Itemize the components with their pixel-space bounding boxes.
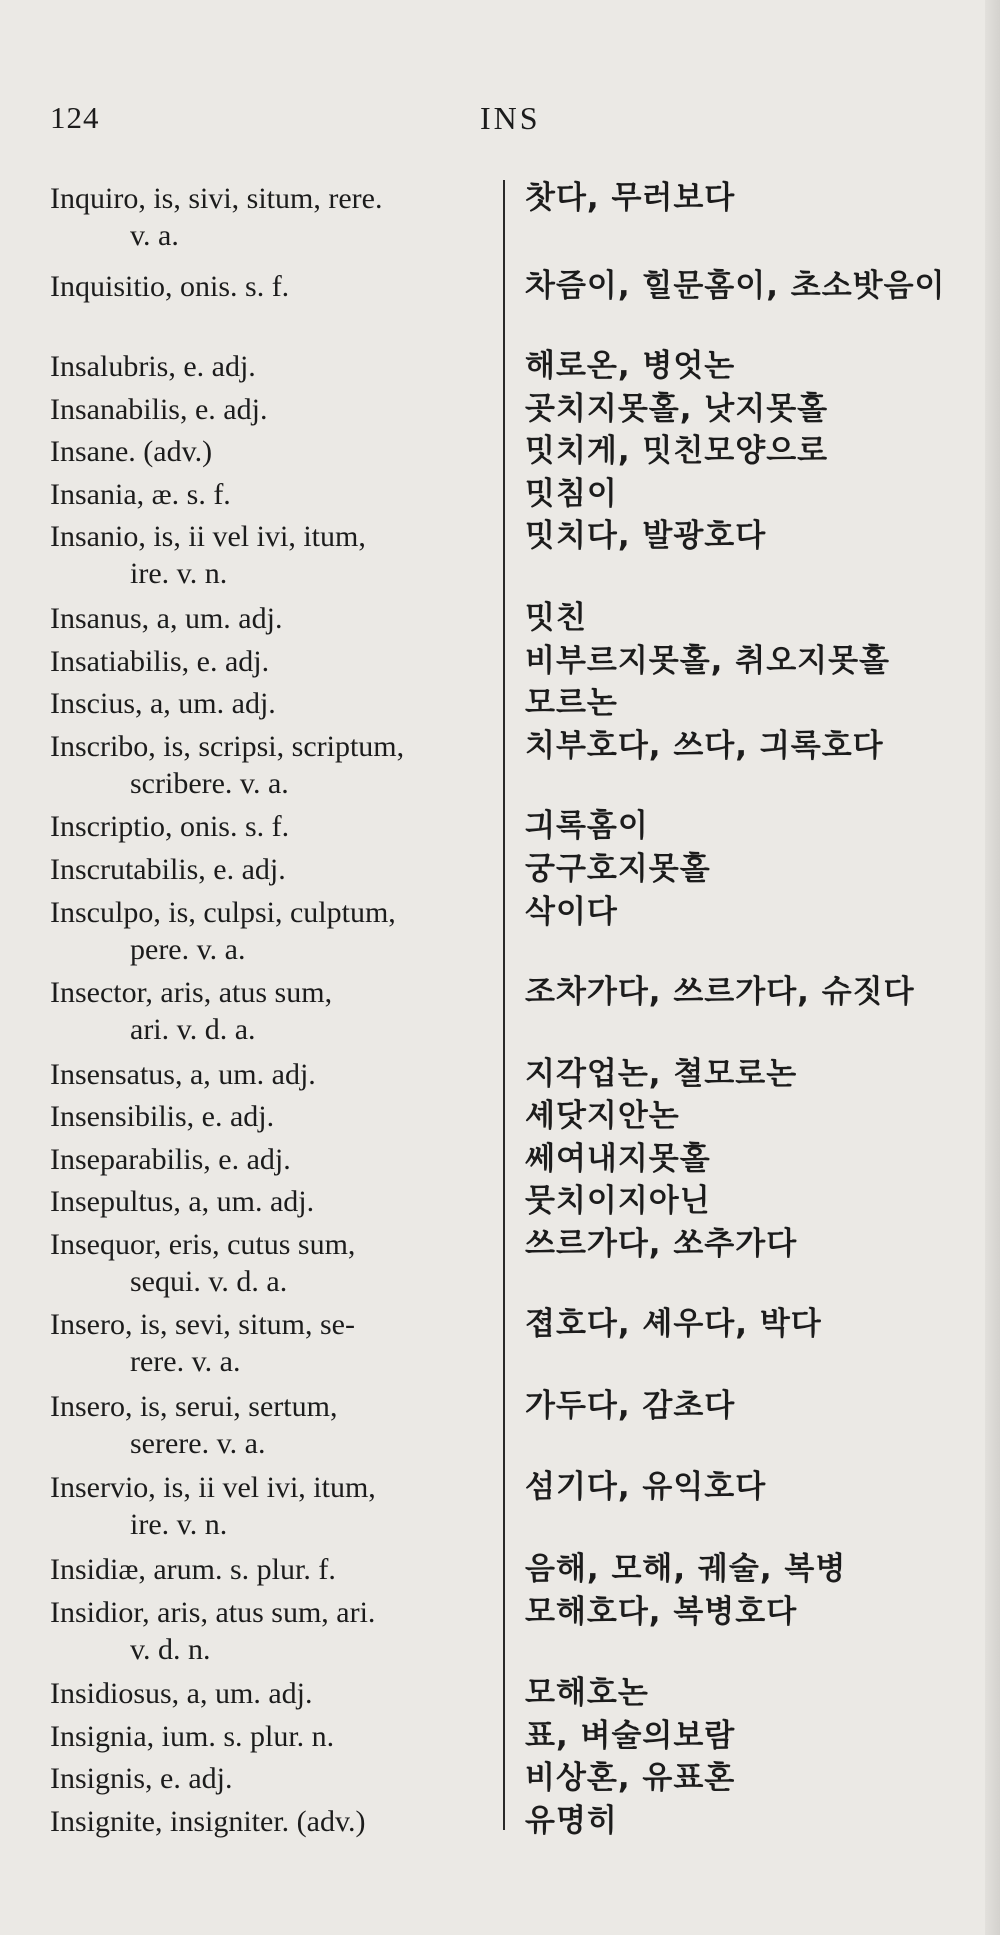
korean-translation: 밋치게, 밋친모양으로 bbox=[525, 433, 829, 469]
latin-headword bbox=[50, 1469, 510, 1543]
latin-headword bbox=[50, 851, 510, 888]
latin-headword bbox=[50, 600, 510, 637]
latin-headword bbox=[50, 180, 510, 254]
korean-translation: 비상혼, 유표혼 bbox=[525, 1760, 736, 1796]
latin-line: Inservio, is, ii vel ivi, itum, bbox=[50, 1471, 376, 1504]
latin-line: Inquisitio, onis. s. f. bbox=[50, 270, 290, 303]
latin-headword bbox=[50, 974, 510, 1048]
latin-headword bbox=[50, 1056, 510, 1093]
korean-translation: 졉호다, 셰우다, 박다 bbox=[525, 1306, 822, 1342]
latin-line: Insania, æ. s. f. bbox=[50, 478, 231, 511]
korean-translation: 밋친 bbox=[525, 600, 587, 636]
latin-continuation-line: v. a. bbox=[130, 219, 179, 252]
korean-translation: 뭇치이지아닌 bbox=[525, 1183, 711, 1219]
latin-headword bbox=[50, 476, 510, 513]
latin-continuation-line: pere. v. a. bbox=[130, 933, 246, 966]
latin-headword bbox=[50, 268, 510, 305]
latin-line: Insanabilis, e. adj. bbox=[50, 393, 268, 426]
latin-headword bbox=[50, 518, 510, 592]
korean-translation: 곳치지못홀, 낫지못홀 bbox=[525, 391, 829, 427]
latin-line: Insequor, eris, cutus sum, bbox=[50, 1228, 356, 1261]
latin-headword bbox=[50, 1718, 510, 1755]
latin-headword bbox=[50, 1760, 510, 1797]
korean-translation: 유명히 bbox=[525, 1803, 618, 1839]
korean-translation: 쓰르가다, 쏘추가다 bbox=[525, 1226, 798, 1262]
running-head: INS bbox=[480, 100, 541, 136]
korean-translation: 셰닷지안논 bbox=[525, 1098, 680, 1134]
latin-line: Insidiosus, a, um. adj. bbox=[50, 1677, 313, 1710]
korean-translation: 밋치다, 발광호다 bbox=[525, 518, 767, 554]
latin-headword bbox=[50, 643, 510, 680]
latin-line: Inscriptio, onis. s. f. bbox=[50, 810, 290, 843]
latin-headword bbox=[50, 685, 510, 722]
latin-continuation-line: ari. v. d. a. bbox=[130, 1013, 256, 1046]
latin-headword bbox=[50, 808, 510, 845]
korean-translation: 표, 벼술의보람 bbox=[525, 1718, 736, 1754]
korean-translation: 모르논 bbox=[525, 685, 618, 721]
latin-line: Insector, aris, atus sum, bbox=[50, 976, 333, 1009]
latin-headword bbox=[50, 1098, 510, 1135]
adjacent-page-edge bbox=[985, 0, 1000, 1935]
korean-translation: 조차가다, 쓰르가다, 슈짓다 bbox=[525, 974, 915, 1010]
latin-line: Insculpo, is, culpsi, culptum, bbox=[50, 896, 396, 929]
korean-translation: 궁구호지못홀 bbox=[525, 851, 711, 887]
latin-continuation-line: scribere. v. a. bbox=[130, 767, 289, 800]
korean-translation: 긔록홈이 bbox=[525, 808, 649, 844]
korean-translation: 삭이다 bbox=[525, 894, 618, 930]
korean-translation: 음해, 모해, 궤술, 복병 bbox=[525, 1551, 847, 1587]
latin-line: Insanio, is, ii vel ivi, itum, bbox=[50, 520, 366, 553]
latin-headword bbox=[50, 1388, 510, 1462]
korean-translation: 밋침이 bbox=[525, 476, 618, 512]
latin-line: Insignis, e. adj. bbox=[50, 1762, 233, 1795]
latin-headword bbox=[50, 348, 510, 385]
latin-line: Insidior, aris, atus sum, ari. bbox=[50, 1596, 376, 1629]
korean-translation: 지각업논, 쳘모로논 bbox=[525, 1056, 798, 1092]
latin-headword bbox=[50, 728, 510, 802]
korean-translation: 해로온, 병엇논 bbox=[525, 348, 736, 384]
latin-line: Insidiæ, arum. s. plur. f. bbox=[50, 1553, 336, 1586]
korean-translation: 모해호다, 복병호다 bbox=[525, 1594, 798, 1630]
latin-line: Inquiro, is, sivi, situm, rere. bbox=[50, 182, 383, 215]
korean-translation: 가두다, 감초다 bbox=[525, 1388, 736, 1424]
latin-line: Insalubris, e. adj. bbox=[50, 350, 256, 383]
latin-continuation-line: serere. v. a. bbox=[130, 1427, 266, 1460]
latin-line: Insero, is, sevi, situm, se- bbox=[50, 1308, 355, 1341]
latin-continuation-line: rere. v. a. bbox=[130, 1345, 241, 1378]
latin-line: Insatiabilis, e. adj. bbox=[50, 645, 270, 678]
latin-line: Insane. (adv.) bbox=[50, 435, 213, 468]
latin-line: Insignia, ium. s. plur. n. bbox=[50, 1720, 335, 1753]
latin-headword bbox=[50, 1551, 510, 1588]
latin-headword bbox=[50, 433, 510, 470]
latin-line: Inseparabilis, e. adj. bbox=[50, 1143, 291, 1176]
latin-continuation-line: v. d. n. bbox=[130, 1633, 211, 1666]
latin-headword bbox=[50, 1183, 510, 1220]
latin-headword bbox=[50, 1141, 510, 1178]
latin-line: Insensatus, a, um. adj. bbox=[50, 1058, 316, 1091]
latin-headword bbox=[50, 391, 510, 428]
page-number: 124 bbox=[50, 100, 100, 135]
latin-continuation-line: ire. v. n. bbox=[130, 1508, 228, 1541]
page-header bbox=[50, 100, 940, 150]
korean-translation: 차즘이, 힐문홈이, 초소밧음이 bbox=[525, 268, 946, 304]
latin-line: Insepultus, a, um. adj. bbox=[50, 1185, 315, 1218]
latin-continuation-line: ire. v. n. bbox=[130, 557, 228, 590]
latin-headword bbox=[50, 1803, 510, 1840]
latin-line: Insensibilis, e. adj. bbox=[50, 1100, 275, 1133]
latin-continuation-line: sequi. v. d. a. bbox=[130, 1265, 288, 1298]
latin-line: Insero, is, serui, sertum, bbox=[50, 1390, 338, 1423]
latin-line: Inscribo, is, scripsi, scriptum, bbox=[50, 730, 405, 763]
latin-headword bbox=[50, 1306, 510, 1380]
latin-line: Insignite, insigniter. (adv.) bbox=[50, 1805, 366, 1838]
latin-headword bbox=[50, 1226, 510, 1300]
latin-headword bbox=[50, 1594, 510, 1668]
latin-line: Inscrutabilis, e. adj. bbox=[50, 853, 286, 886]
latin-line: Inscius, a, um. adj. bbox=[50, 687, 276, 720]
latin-headword bbox=[50, 1675, 510, 1712]
korean-translation: 찻다, 무러보다 bbox=[525, 180, 736, 216]
korean-translation: 섬기다, 유익호다 bbox=[525, 1469, 767, 1505]
korean-translation: 쎄여내지못홀 bbox=[525, 1141, 711, 1177]
latin-headword bbox=[50, 894, 510, 968]
korean-translation: 치부호다, 쓰다, 긔록호다 bbox=[525, 728, 884, 764]
latin-line: Insanus, a, um. adj. bbox=[50, 602, 283, 635]
korean-translation: 모해호논 bbox=[525, 1675, 649, 1711]
korean-translation: 비부르지못홀, 취오지못홀 bbox=[525, 643, 890, 679]
